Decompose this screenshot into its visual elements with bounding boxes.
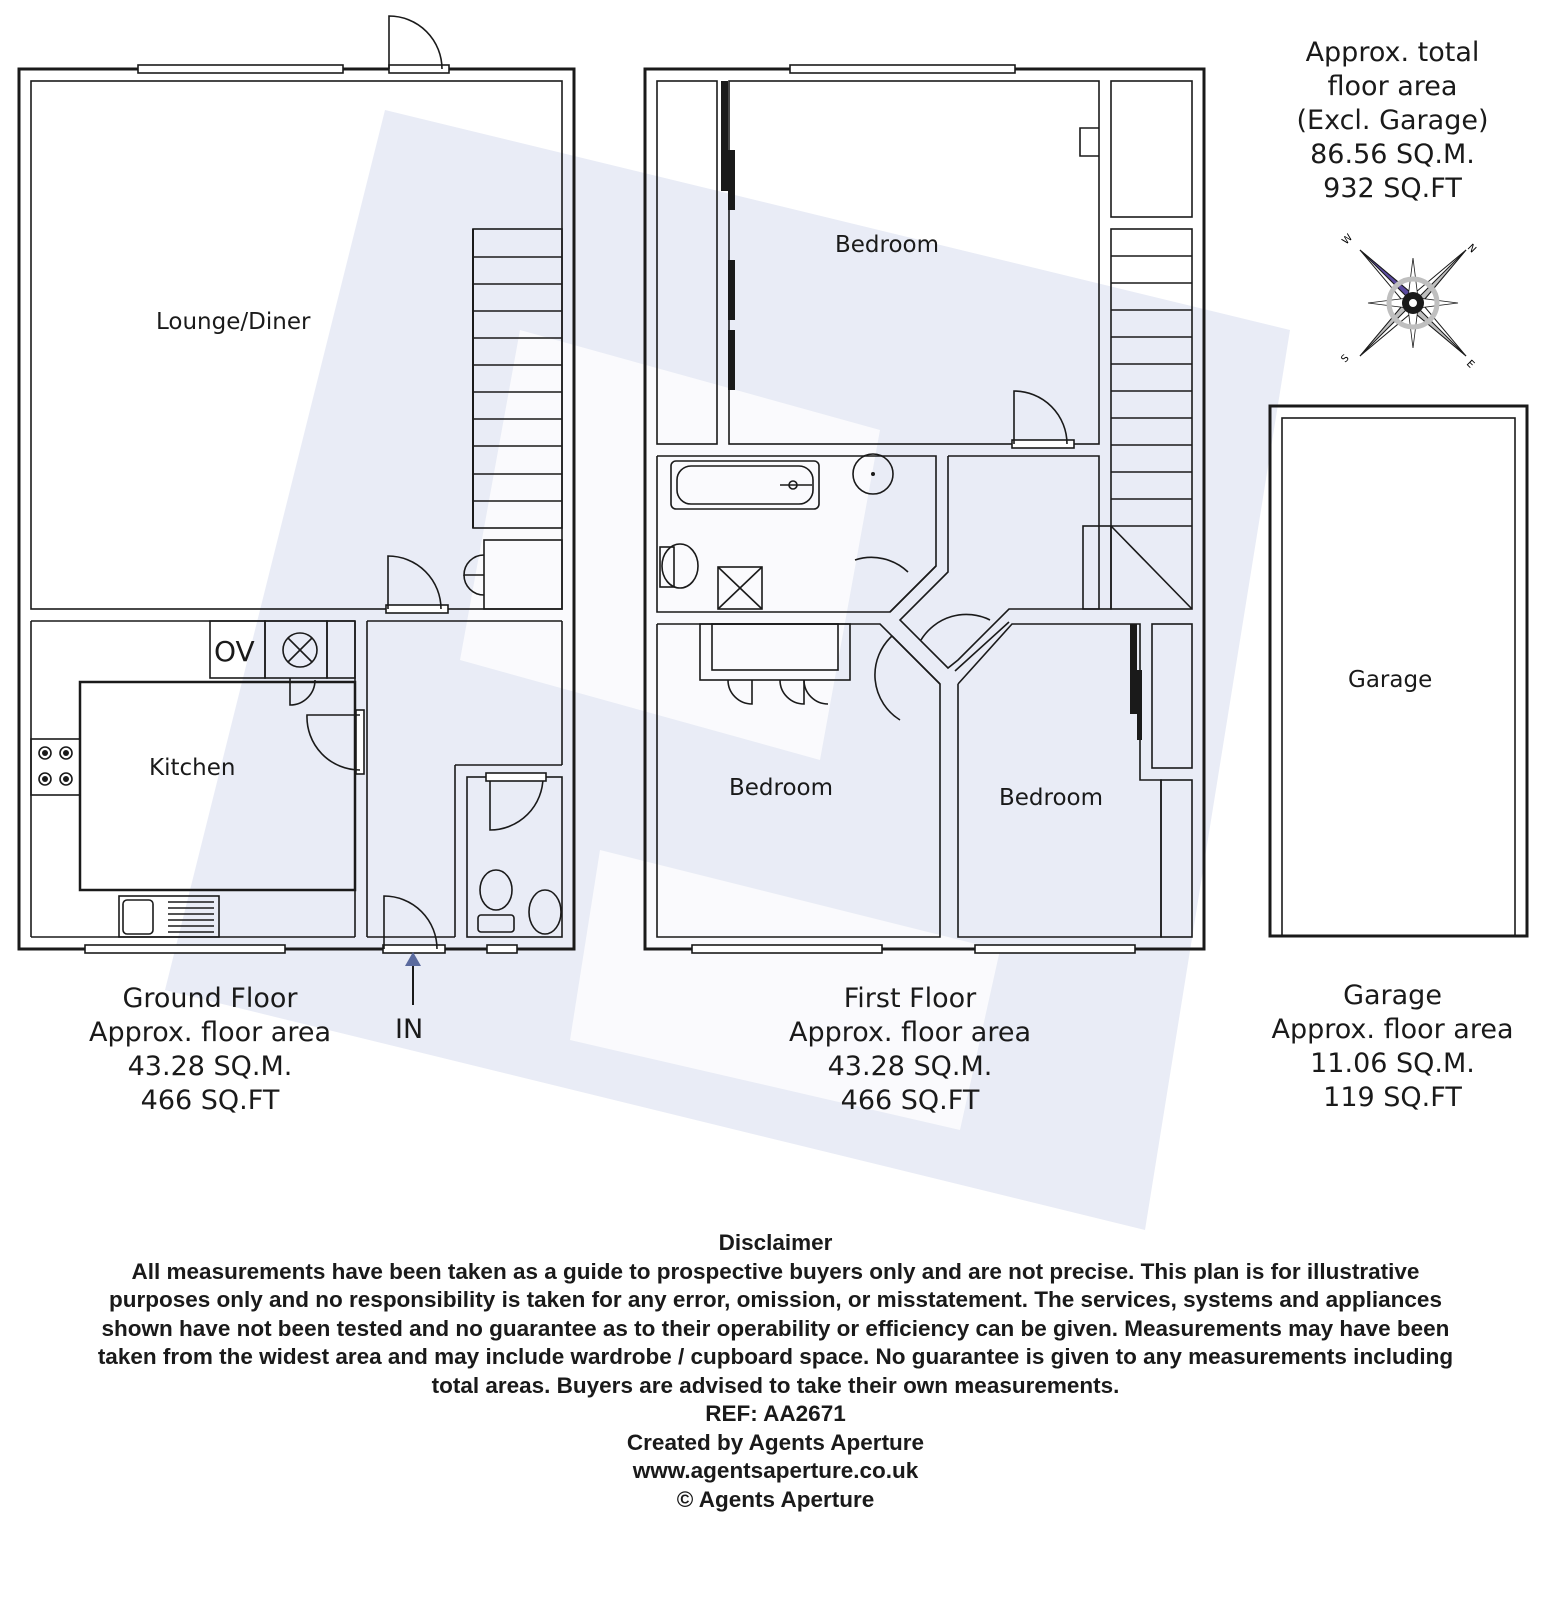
room-label-bedroom-left: Bedroom: [729, 775, 834, 801]
garage-area-title: Garage: [1343, 980, 1442, 1011]
disclaimer-copyright: © Agents Aperture: [676, 1486, 875, 1512]
ground-floor-title: Ground Floor: [122, 983, 298, 1014]
compass-rose: [1307, 197, 1519, 409]
oven-label: OV: [214, 635, 255, 668]
compass-s-label: S: [1339, 352, 1352, 366]
disclaimer-ref: REF: AA2671: [705, 1401, 846, 1426]
ground-floor-sqm: 43.28 SQ.M.: [127, 1051, 293, 1082]
room-label-garage: Garage: [1348, 667, 1433, 693]
disclaimer-website[interactable]: www.agentsaperture.co.uk: [632, 1458, 919, 1483]
compass-w-label: W: [1340, 232, 1356, 248]
disclaimer-created-by: Created by Agents Aperture: [626, 1429, 925, 1455]
total-area-line3: (Excl. Garage): [1296, 105, 1489, 136]
room-label-kitchen: Kitchen: [149, 755, 236, 781]
first-floor-sqm: 43.28 SQ.M.: [827, 1051, 993, 1082]
garage-area-subtitle: Approx. floor area: [1271, 1014, 1514, 1045]
room-label-bedroom-main: Bedroom: [835, 232, 940, 258]
entrance-label: IN: [395, 1014, 424, 1045]
ground-floor-sqft: 466 SQ.FT: [140, 1085, 280, 1116]
compass-e-label: E: [1463, 358, 1477, 371]
garage-area-sqft: 119 SQ.FT: [1323, 1082, 1462, 1113]
total-area-sqft: 932 SQ.FT: [1323, 173, 1462, 204]
disclaimer-heading: Disclaimer: [718, 1230, 833, 1255]
first-floor-sqft: 466 SQ.FT: [840, 1085, 980, 1116]
garage-area-block: [1240, 979, 1545, 1115]
total-area-line2: floor area: [1327, 71, 1458, 102]
total-area-sqm: 86.56 SQ.M.: [1310, 139, 1475, 170]
room-label-lounge: Lounge/Diner: [156, 309, 311, 335]
garage-area-sqm: 11.06 SQ.M.: [1310, 1048, 1475, 1079]
disclaimer-body: All measurements have been taken as a guide to prospective buyers only and are not precise. This plan is for illustrative purposes only and no responsibility is taken for any error, omission, or misstatement. The services, systems and appliances shown have not been tested and no guarantee as to their operability or efficiency can be given. Measurements may have been taken from the widest area and may include wardrobe / cupboard space. No guarantee is given to any measurements including total areas. Buyers are advised to take their own measurements.: [97, 1258, 1454, 1398]
total-area-block: [1270, 36, 1515, 206]
room-label-bedroom-right: Bedroom: [999, 785, 1104, 811]
first-floor-area-block: [760, 982, 1060, 1118]
total-area-line1: Approx. total: [1305, 37, 1480, 68]
first-floor-title: First Floor: [843, 983, 977, 1014]
disclaimer-block: [90, 1229, 1461, 1514]
first-floor-subtitle: Approx. floor area: [788, 1017, 1032, 1048]
ground-floor-subtitle: Approx. floor area: [88, 1017, 332, 1048]
ground-floor-area-block: [60, 982, 360, 1118]
compass-n-label: N: [1464, 242, 1478, 256]
